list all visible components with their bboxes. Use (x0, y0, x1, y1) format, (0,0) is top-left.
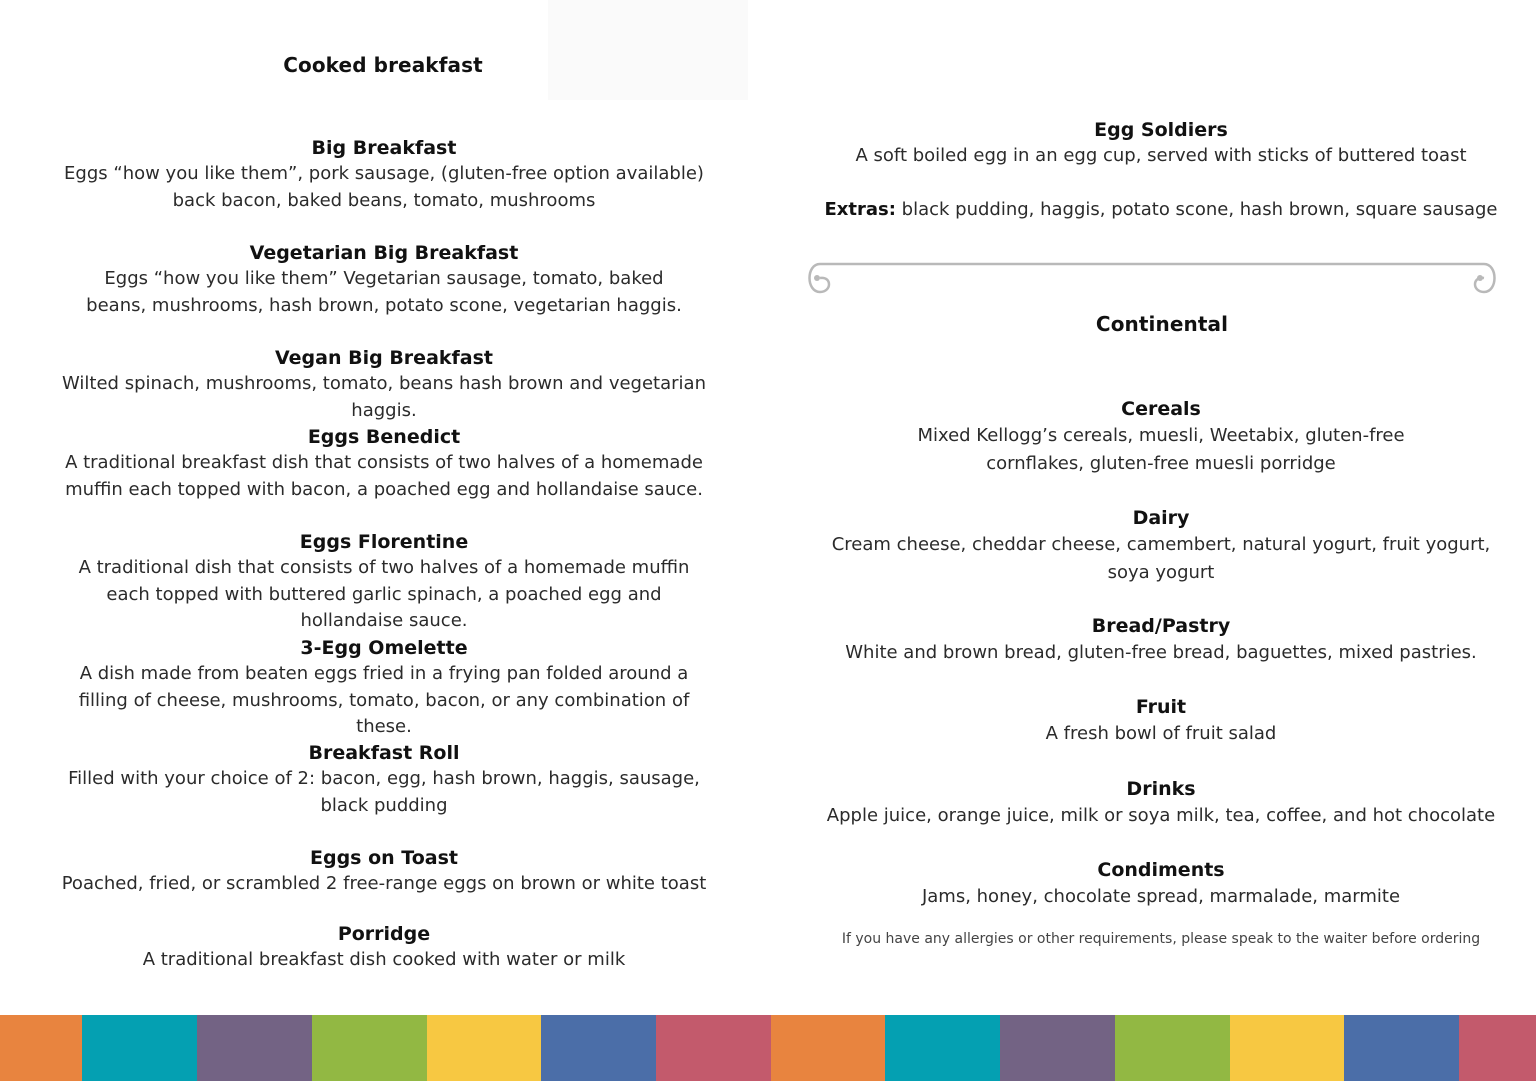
item-description: Mixed Kellogg’s cereals, muesli, Weetabix, gluten-free cornflakes, gluten-free muesli porridge (917, 425, 1405, 474)
item-description: A fresh bowl of fruit salad (1045, 723, 1277, 744)
item-description: A traditional dish that consists of two halves of a homemade muffin each topped with buttered garlic spinach, a poached egg and hollandaise sauce. (78, 557, 690, 631)
menu-item-vegan-big-breakfast (36, 345, 732, 424)
section-title-cooked-breakfast: Cooked breakfast (283, 53, 483, 77)
extras-label: Extras: (824, 199, 896, 220)
menu-item-bread-pastry (816, 613, 1506, 667)
allergy-note: If you have any allergies or other requirements, please speak to the waiter before ordering (841, 931, 1481, 947)
color-stripe (885, 1015, 1000, 1081)
menu-item-eggs-on-toast (36, 845, 732, 898)
item-name: Cereals (1121, 398, 1201, 420)
item-name: Big Breakfast (311, 137, 457, 159)
item-description: A traditional breakfast dish that consists of two halves of a homemade muffin each topped with bacon, a poached egg and hollandaise sauce. (65, 452, 703, 500)
item-description: A traditional breakfast dish cooked with water or milk (142, 949, 626, 970)
menu-item-cereals (816, 396, 1506, 477)
section-title-continental: Continental (1095, 312, 1229, 336)
menu-item-egg-soldiers (816, 117, 1506, 170)
item-description: Eggs “how you like them”, pork sausage, (gluten-free option available) back bacon, baked beans, tomato, mushrooms (64, 163, 704, 211)
color-stripe (1230, 1015, 1344, 1081)
menu-item-vegetarian-big-breakfast (36, 240, 732, 319)
color-stripe (197, 1015, 312, 1081)
item-name: Eggs Benedict (307, 426, 461, 448)
item-name: Eggs Florentine (299, 531, 469, 553)
menu-item-breakfast-roll (36, 740, 732, 819)
item-name: Bread/Pastry (1091, 615, 1231, 637)
item-description: Cream cheese, cheddar cheese, camembert, natural yogurt, fruit yogurt, soya yogurt (831, 534, 1491, 583)
item-name: Vegan Big Breakfast (275, 347, 493, 369)
item-description: A soft boiled egg in an egg cup, served with sticks of buttered toast (855, 145, 1467, 166)
menu-item-drinks (816, 776, 1506, 830)
color-stripe (1459, 1015, 1536, 1081)
item-name: Vegetarian Big Breakfast (249, 242, 519, 264)
menu-item-condiments (816, 857, 1506, 911)
item-name: Eggs on Toast (309, 847, 458, 869)
color-stripe (82, 1015, 197, 1081)
color-stripe (656, 1015, 771, 1081)
extras-text: black pudding, haggis, potato scone, hash brown, square sausage (895, 199, 1498, 220)
menu-item-3-egg-omelette (36, 635, 732, 741)
item-description: Eggs “how you like them” Vegetarian sausage, tomato, baked beans, mushrooms, hash brown, potato scone, vegetarian haggis. (86, 268, 682, 316)
menu-item-eggs-benedict (36, 424, 732, 503)
menu-item-porridge (36, 921, 732, 974)
item-name: Egg Soldiers (1094, 119, 1228, 141)
color-stripe (1000, 1015, 1115, 1081)
item-description: Jams, honey, chocolate spread, marmalade, marmite (921, 886, 1401, 907)
item-name: 3-Egg Omelette (300, 637, 468, 659)
item-name: Fruit (1135, 696, 1187, 718)
item-description: Apple juice, orange juice, milk or soya milk, tea, coffee, and hot chocolate (826, 805, 1496, 826)
color-stripe (541, 1015, 656, 1081)
color-stripe (771, 1015, 885, 1081)
item-description: Poached, fried, or scrambled 2 free-range eggs on brown or white toast (61, 873, 707, 894)
color-stripe (427, 1015, 541, 1081)
color-stripe (312, 1015, 427, 1081)
color-stripe (0, 1015, 82, 1081)
item-description: A dish made from beaten eggs fried in a frying pan folded around a filling of cheese, mushrooms, tomato, bacon, or any combination of these. (78, 663, 690, 737)
color-stripe (1115, 1015, 1230, 1081)
menu-item-eggs-florentine (36, 529, 732, 635)
ornamental-divider (800, 256, 1504, 300)
item-description: Filled with your choice of 2: bacon, egg, hash brown, haggis, sausage, black pudding (68, 768, 700, 816)
item-description: White and brown bread, gluten-free bread, baguettes, mixed pastries. (845, 642, 1477, 663)
item-name: Dairy (1132, 507, 1190, 529)
extras-line (796, 197, 1526, 223)
item-name: Breakfast Roll (308, 742, 460, 764)
color-stripe-bar (0, 1015, 1536, 1081)
item-name: Porridge (337, 923, 431, 945)
menu-item-big-breakfast (36, 135, 732, 214)
item-name: Drinks (1126, 778, 1196, 800)
menu-item-fruit (816, 694, 1506, 748)
background-patch (548, 0, 748, 100)
color-stripe (1344, 1015, 1459, 1081)
item-description: Wilted spinach, mushrooms, tomato, beans hash brown and vegetarian haggis. (62, 373, 706, 421)
menu-item-dairy (816, 505, 1506, 586)
item-name: Condiments (1097, 859, 1225, 881)
